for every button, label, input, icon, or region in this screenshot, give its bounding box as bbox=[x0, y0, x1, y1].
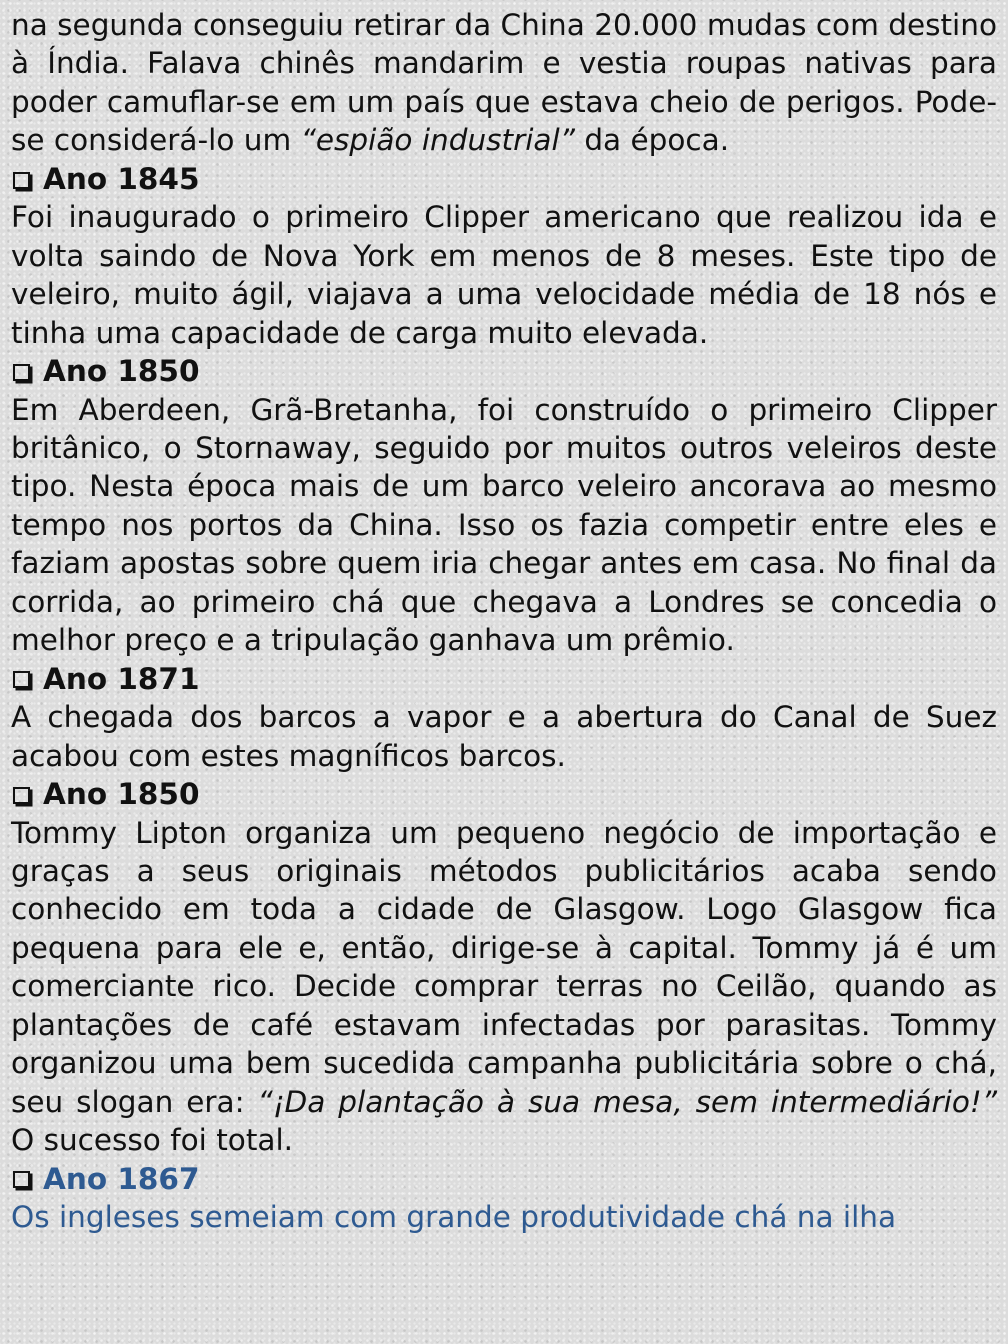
section-heading-1871 bbox=[11, 660, 997, 698]
section-body-1850-lipton bbox=[11, 814, 997, 1160]
intro-text-a: na segunda conseguiu retirar da China 20.000 mudas com destino à Índia. Falava chinês mandarim e vestia roupas nativas para poder camuflar-se em um país que estava cheio de perigos. Pode-se considerá-lo um bbox=[11, 8, 997, 158]
lipton-text-b: O sucesso foi total. bbox=[11, 1123, 294, 1158]
section-body-1871: A chegada dos barcos a vapor e a abertura do Canal de Suez acabou com estes magníficos barcos. bbox=[11, 700, 997, 773]
checkbox-bullet-icon bbox=[13, 364, 30, 381]
section-heading-1850-clipper bbox=[11, 352, 997, 390]
checkbox-bullet-icon bbox=[13, 671, 30, 688]
checkbox-bullet-icon bbox=[13, 787, 30, 804]
section-heading-text: Ano 1850 bbox=[43, 777, 200, 812]
checkbox-bullet-icon bbox=[13, 1171, 30, 1188]
intro-paragraph bbox=[11, 6, 997, 160]
section-body-1845: Foi inaugurado o primeiro Clipper americano que realizou ida e volta saindo de Nova York em menos de 8 meses. Este tipo de veleiro, muito ágil, viajava a uma velocidade média de 18 nós e tinha uma capacidade de carga muito elevada. bbox=[11, 200, 997, 350]
lipton-slogan: “¡Da plantação à sua mesa, sem intermediário!” bbox=[257, 1084, 997, 1119]
section-body-1850-clipper: Em Aberdeen, Grã-Bretanha, foi construído o primeiro Clipper britânico, o Stornaway, seguido por muitos outros veleiros deste tipo. Nesta época mais de um barco veleiro ancorava ao mesmo tempo nos portos da China. Isso os fazia competir entre eles e faziam apostas sobre quem iria chegar antes em casa. No final da corrida, ao primeiro chá que chegava a Londres se concedia o melhor preço e a tripulação ganhava um prêmio. bbox=[11, 392, 997, 658]
section-body-1867: Os ingleses semeiam com grande produtividade chá na ilha bbox=[11, 1200, 897, 1235]
section-heading-1845 bbox=[11, 160, 997, 198]
intro-text-emphasis: “espião industrial” bbox=[300, 123, 575, 158]
section-heading-text: Ano 1845 bbox=[43, 161, 200, 196]
slide-content bbox=[11, 6, 997, 1237]
checkbox-bullet-icon bbox=[13, 172, 30, 189]
section-heading-1850-lipton bbox=[11, 775, 997, 813]
section-heading-text: Ano 1871 bbox=[43, 661, 200, 696]
section-heading-text: Ano 1867 bbox=[43, 1161, 200, 1196]
section-heading-1867 bbox=[11, 1160, 997, 1198]
lipton-text-a: Tommy Lipton organiza um pequeno negócio de importação e graças a seus originais métodos publicitários acaba sendo conhecido em toda a cidade de Glasgow. Logo Glasgow fica pequena para ele e, então, dirige-se à capital. Tommy já é um comerciante rico. Decide comprar terras no Ceilão, quando as plantações de café estavam infectadas por parasitas. Tommy organizou uma bem sucedida campanha publicitária sobre o chá, seu slogan era: bbox=[11, 815, 997, 1119]
section-heading-text: Ano 1850 bbox=[43, 354, 200, 389]
intro-text-b: da época. bbox=[574, 123, 730, 158]
